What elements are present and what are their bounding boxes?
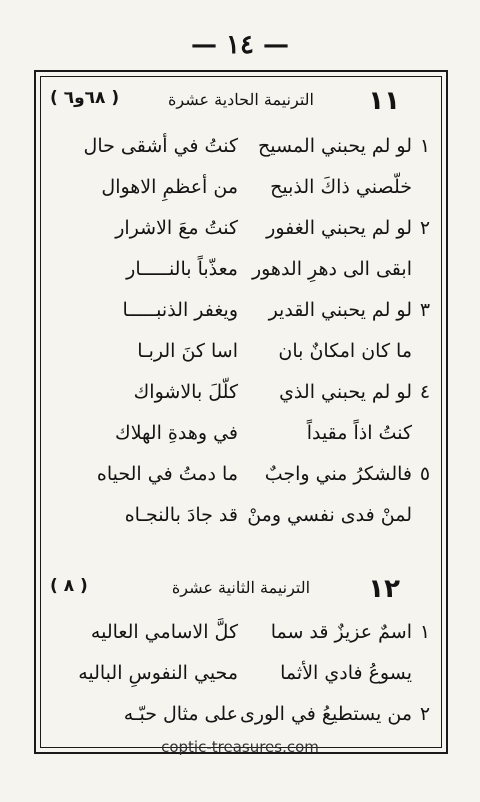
watermark: coptic-treasures.com [161,738,319,756]
verse-row [46,495,436,535]
hemistich-second: كنتُ معَ الاشرار [115,217,238,239]
hemistich-second: على مثال حبّـه [123,703,238,725]
hemistich-first: خلّصني ذاكَ الذبيح [270,176,412,198]
verse-row [46,694,436,734]
hymn-header [44,574,438,604]
verse-number: ٥ [419,463,431,485]
hemistich-first: لو لم يحبني المسيح [257,135,412,157]
hymn-title: الترنيمة الثانية عشرة [171,578,311,597]
verse-row [46,249,436,289]
hymn-title: الترنيمة الحادية عشرة [168,90,314,109]
hymn-tune-reference: ( ٨ ) [50,576,88,596]
hemistich-first: يسوعُ فادي الأثما [280,662,412,684]
verse-row [46,653,436,693]
hemistich-second: في وهدةِ الهلاك [115,422,238,444]
hymn-tune-reference: ( ٦٨و٦ ) [50,88,120,108]
verse-row [46,126,436,166]
hemistich-second: كلّلَ بالاشواك [133,381,238,403]
hymn-number: ١٢ [368,574,400,604]
verse-row [46,290,436,330]
verse-row [46,612,436,652]
verse-row [46,372,436,412]
verse-number: ٣ [419,299,431,321]
verse-number: ٤ [419,381,431,403]
hemistich-first: من يستطيعُ في الورى [239,703,412,725]
hemistich-first: لو لم يحبني الذي [279,381,412,403]
hemistich-second: اسا كنَ الربـا [137,340,238,362]
verse-row [46,331,436,371]
hemistich-second: كلَّ الاسامي العاليه [90,621,238,643]
verse-row [46,167,436,207]
hemistich-second: ويغفر الذنبـــــا [122,299,238,321]
hemistich-second: من أعظمِ الاهوال [101,176,238,198]
hemistich-first: لو لم يحبني القدير [268,299,412,321]
hemistich-second: قد جادَ بالنجـاه [124,504,238,526]
hemistich-first: ابقى الى دهرِ الدهور [251,258,412,280]
hemistich-first: كنتُ اذاً مقيداً [306,422,412,444]
verse-number: ٢ [419,217,431,239]
verse-number: ١ [419,135,431,157]
hemistich-second: محيي النفوسِ الباليه [78,662,238,684]
hemistich-second: معذّباً بالنـــــار [126,258,238,280]
hemistich-first: لو لم يحبني الغفور [266,217,412,239]
hemistich-first: ما كان امكانٌ بان [278,340,412,362]
verse-number: ١ [419,621,431,643]
verse-number: ٢ [419,703,431,725]
hemistich-first: فالشكرُ مني واجبٌ [264,463,412,485]
page-number: — ١٤ — [190,30,290,60]
verse-row [46,454,436,494]
verse-row [46,413,436,453]
hemistich-first: اسمٌ عزيزٌ قد سما [270,621,412,643]
hemistich-second: ما دمتُ في الحياه [96,463,238,485]
hemistich-second: كنتُ في أشقى حال [83,135,238,157]
hymn-header [44,86,438,116]
verse-row [46,208,436,248]
hemistich-first: لمنْ فدى نفسي ومنْ [247,504,412,526]
hymn-number: ١١ [368,86,400,116]
